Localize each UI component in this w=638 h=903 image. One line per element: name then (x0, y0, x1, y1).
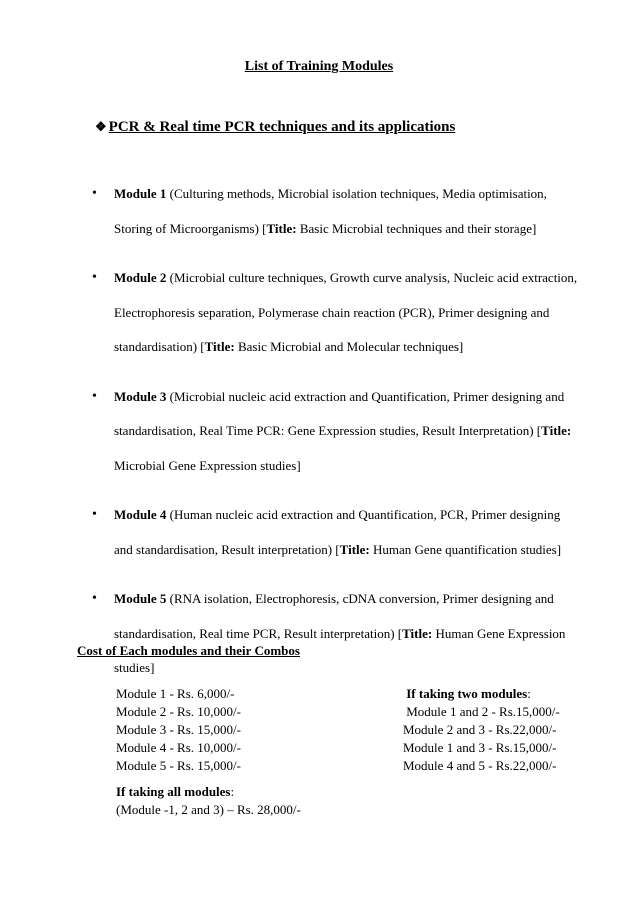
page-title: List of Training Modules (244, 59, 394, 74)
module-title-text: Human Gene Expression studies] (114, 625, 566, 675)
price-item: Module 3 - Rs. 15,000/- (116, 722, 241, 737)
combo-item: Module 1 and 3 - Rs.15,000/- (403, 740, 557, 755)
list-item-module-1 (0, 177, 638, 246)
module-name: Module 4 (114, 507, 167, 522)
bullet-icon: • (92, 270, 97, 285)
section-heading (95, 119, 455, 136)
all-modules-heading-row (116, 783, 301, 801)
module-description: (Microbial culture techniques, Growth curve analysis, Nucleic acid extraction, Electrophoresis separation, Polymerase chain reaction (PCR), Primer designing and standardisation) [ (114, 270, 578, 354)
bullet-icon: • (92, 507, 97, 522)
combo-list (403, 685, 560, 775)
all-modules-heading: If taking all modules (116, 784, 231, 799)
price-item: Module 2 - Rs. 10,000/- (116, 704, 241, 719)
module-title-label: Title: (541, 423, 572, 438)
list-item-module-3 (0, 380, 638, 484)
list-item-module-4 (0, 498, 638, 567)
module-name: Module 2 (114, 270, 167, 285)
list-item-module-2 (0, 261, 638, 365)
cost-heading: Cost of Each modules and their Combos (77, 643, 300, 658)
module-name: Module 5 (114, 591, 167, 606)
module-name: Module 1 (114, 186, 167, 201)
price-item: Module 4 - Rs. 10,000/- (116, 740, 241, 755)
module-title-text: Basic Microbial and Molecular techniques] (237, 339, 464, 354)
combo-item: Module 4 and 5 - Rs.22,000/- (403, 758, 557, 773)
combo-heading: If taking two modules (406, 686, 528, 701)
module-title-text: Microbial Gene Expression studies] (114, 457, 301, 473)
module-description: (Culturing methods, Microbial isolation techniques, Media optimisation, Storing of Microorganisms) [ (114, 186, 547, 236)
bullet-icon: • (92, 591, 97, 606)
bullet-icon: • (92, 186, 97, 201)
module-description: (Human nucleic acid extraction and Quantification, PCR, Primer designing and standardisation, Result interpretation) [ (114, 507, 561, 557)
combo-heading-row (403, 685, 560, 703)
combo-item-text: Module 1 and 2 - Rs.15,000/- (406, 704, 560, 719)
module-title-label: Title: (402, 625, 433, 641)
module-description: (RNA isolation, Electrophoresis, cDNA conversion, Primer designing and standardisation, Real time PCR, Result interpretation) [ (114, 591, 554, 641)
diamond-bullet-icon: ❖ (95, 119, 107, 134)
module-title-text: Human Gene quantification studies] (372, 541, 562, 557)
module-title-text: Basic Microbial techniques and their storage] (299, 220, 537, 236)
price-list (116, 685, 241, 775)
section-heading-text: PCR & Real time PCR techniques and its applications (108, 119, 456, 135)
combo-item (403, 703, 560, 721)
module-title-label: Title: (266, 220, 297, 236)
price-item: Module 5 - Rs. 15,000/- (116, 758, 241, 773)
all-modules-block (116, 783, 301, 819)
list-item-module-5 (0, 582, 638, 686)
combo-heading-colon: : (527, 686, 531, 701)
all-modules-colon: : (230, 784, 235, 799)
bullet-icon: • (92, 388, 97, 404)
all-modules-price: (Module -1, 2 and 3) – Rs. 28,000/- (116, 802, 301, 817)
combo-item: Module 2 and 3 - Rs.22,000/- (403, 722, 557, 737)
module-title-label: Title: (204, 339, 235, 354)
price-item: Module 1 - Rs. 6,000/- (116, 686, 235, 701)
module-description: (Microbial nucleic acid extraction and Quantification, Primer designing and standardisation, Real Time PCR: Gene Expression studies, Result Interpretation) [ (114, 388, 565, 438)
module-name: Module 3 (114, 388, 167, 404)
module-title-label: Title: (339, 541, 370, 557)
module-list (0, 177, 638, 701)
